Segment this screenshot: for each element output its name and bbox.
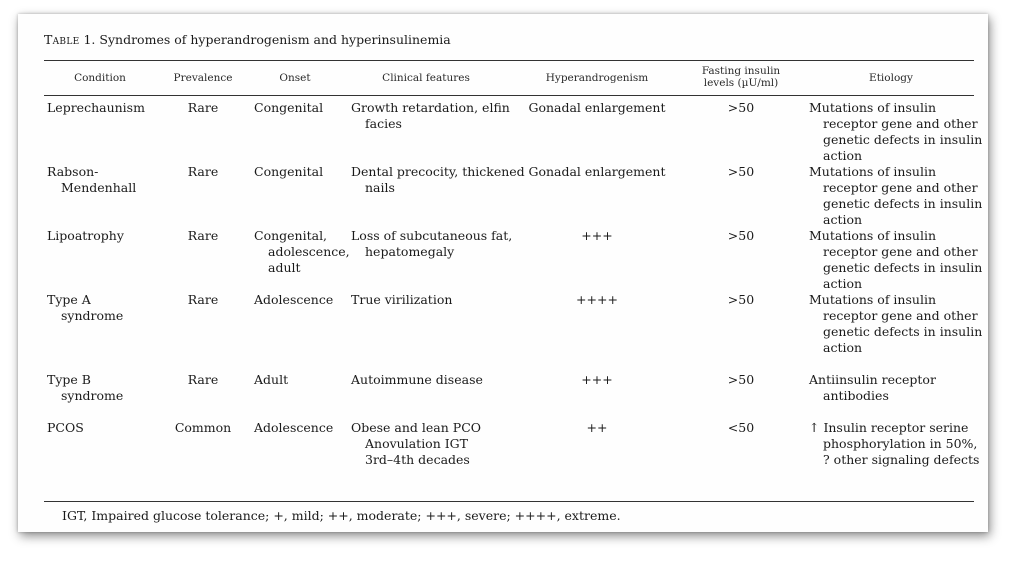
cell-clinical: Loss of subcutaneous fat, hepatomegaly	[351, 228, 513, 259]
cell-hyperandrogenism: +++	[581, 228, 613, 243]
cell-condition: Type B syndrome	[47, 372, 124, 403]
table-caption-number: 1.	[83, 32, 96, 47]
cell-prevalence: Rare	[187, 164, 219, 179]
cell-etiology: Mutations of insulin receptor gene and other genetic defects in insulin action	[809, 100, 983, 163]
table-bottom-rule	[44, 501, 974, 502]
cell-insulin: >50	[727, 164, 755, 179]
cell-onset: Adult	[254, 372, 289, 387]
cell-insulin: >50	[727, 372, 755, 387]
cell-prevalence: Rare	[187, 100, 219, 115]
cell-etiology: Antiinsulin receptor antibodies	[809, 372, 936, 403]
cell-clinical: Autoimmune disease	[351, 372, 483, 387]
cell-condition: Rabson- Mendenhall	[47, 164, 137, 195]
document-page	[18, 14, 988, 532]
cell-prevalence: Common	[174, 420, 232, 435]
table-caption-text: Syndromes of hyperandrogenism and hyperinsulinemia	[99, 32, 451, 47]
header-fasting-insulin: Fasting insulin levels (µU/ml)	[701, 65, 781, 89]
cell-insulin: >50	[727, 292, 755, 307]
cell-prevalence: Rare	[187, 292, 219, 307]
cell-hyperandrogenism: Gonadal enlargement	[528, 164, 666, 179]
header-clinical-features: Clinical features	[382, 72, 470, 84]
table-top-rule	[44, 60, 974, 61]
table-caption-prefix: Table	[44, 32, 80, 47]
cell-condition: Lipoatrophy	[47, 228, 124, 243]
cell-clinical: Obese and lean PCO Anovulation IGT 3rd–4th decades	[351, 420, 482, 467]
cell-condition: Leprechaunism	[47, 100, 145, 115]
cell-condition: PCOS	[47, 420, 84, 435]
cell-hyperandrogenism: Gonadal enlargement	[528, 100, 666, 115]
cell-insulin: >50	[727, 100, 755, 115]
cell-clinical: True virilization	[351, 292, 453, 307]
table-caption	[44, 32, 451, 47]
cell-clinical: Growth retardation, elfin facies	[351, 100, 510, 131]
header-etiology: Etiology	[869, 72, 913, 84]
cell-prevalence: Rare	[187, 228, 219, 243]
cell-hyperandrogenism: ++	[586, 420, 608, 435]
cell-clinical: Dental precocity, thickened nails	[351, 164, 525, 195]
cell-onset: Adolescence	[254, 420, 334, 435]
header-hyperandrogenism: Hyperandrogenism	[545, 72, 649, 84]
cell-condition: Type A syndrome	[47, 292, 124, 323]
cell-etiology: ↑ Insulin receptor serine phosphorylation in 50%, ? other signaling defects	[809, 420, 980, 467]
cell-prevalence: Rare	[187, 372, 219, 387]
cell-hyperandrogenism: ++++	[576, 292, 618, 307]
cell-onset: Congenital, adolescence, adult	[254, 228, 350, 275]
cell-onset: Adolescence	[254, 292, 334, 307]
cell-insulin: <50	[727, 420, 755, 435]
cell-etiology: Mutations of insulin receptor gene and other genetic defects in insulin action	[809, 164, 983, 227]
cell-hyperandrogenism: +++	[581, 372, 613, 387]
table-header-rule	[44, 95, 974, 96]
cell-onset: Congenital	[254, 100, 324, 115]
cell-etiology: Mutations of insulin receptor gene and other genetic defects in insulin action	[809, 292, 983, 355]
table-footnote: IGT, Impaired glucose tolerance; +, mild; ++, moderate; +++, severe; ++++, extreme.	[62, 508, 621, 523]
header-onset: Onset	[279, 72, 311, 84]
cell-onset: Congenital	[254, 164, 324, 179]
cell-etiology: Mutations of insulin receptor gene and other genetic defects in insulin action	[809, 228, 983, 291]
header-condition: Condition	[74, 72, 126, 84]
header-prevalence: Prevalence	[173, 72, 233, 84]
cell-insulin: >50	[727, 228, 755, 243]
